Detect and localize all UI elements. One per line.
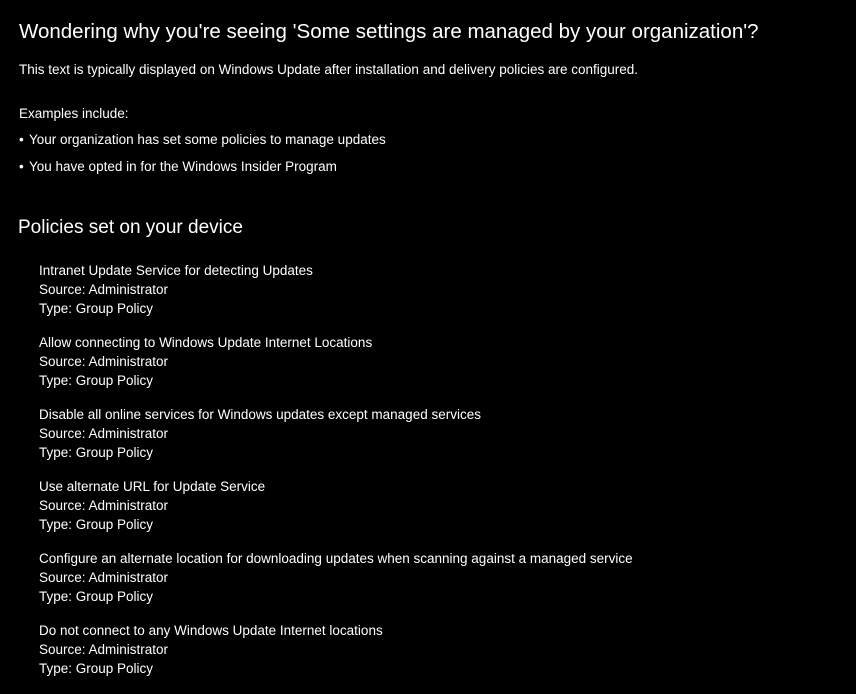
bullet-icon: •: [19, 159, 24, 174]
bullet-icon: •: [19, 132, 24, 147]
policy-source: Source: Administrator: [39, 354, 169, 369]
page-title: Wondering why you're seeing 'Some settings are managed by your organization'?: [19, 20, 759, 43]
policy-item: [39, 405, 633, 477]
policy-item: [39, 549, 633, 621]
policy-name: Do not connect to any Windows Update Internet locations: [39, 623, 383, 638]
policy-item: [39, 621, 633, 693]
list-item: [19, 158, 386, 185]
examples-label: Examples include:: [19, 106, 129, 121]
policy-name: Use alternate URL for Update Service: [39, 479, 266, 494]
policy-type: Type: Group Policy: [39, 445, 154, 460]
policy-type: Type: Group Policy: [39, 301, 154, 316]
policy-name: Intranet Update Service for detecting Updates: [39, 263, 313, 278]
example-text: Your organization has set some policies to manage updates: [29, 132, 386, 147]
policy-type: Type: Group Policy: [39, 589, 154, 604]
policy-type: Type: Group Policy: [39, 661, 154, 676]
policy-item: [39, 333, 633, 405]
examples-list: [19, 131, 386, 185]
policy-source: Source: Administrator: [39, 426, 169, 441]
policy-type: Type: Group Policy: [39, 517, 154, 532]
list-item: [19, 131, 386, 158]
example-text: You have opted in for the Windows Insider Program: [29, 159, 337, 174]
policy-source: Source: Administrator: [39, 642, 169, 657]
policy-source: Source: Administrator: [39, 498, 169, 513]
intro-text: This text is typically displayed on Windows Update after installation and delivery policies are configured.: [19, 62, 639, 77]
policy-name: Configure an alternate location for downloading updates when scanning against a managed service: [39, 551, 633, 566]
policy-source: Source: Administrator: [39, 282, 169, 297]
policy-list: [39, 261, 633, 693]
policies-heading: Policies set on your device: [18, 217, 243, 238]
policy-source: Source: Administrator: [39, 570, 169, 585]
policy-name: Allow connecting to Windows Update Internet Locations: [39, 335, 373, 350]
policy-item: [39, 477, 633, 549]
policy-type: Type: Group Policy: [39, 373, 154, 388]
policy-item: [39, 261, 633, 333]
policy-name: Disable all online services for Windows updates except managed services: [39, 407, 481, 422]
